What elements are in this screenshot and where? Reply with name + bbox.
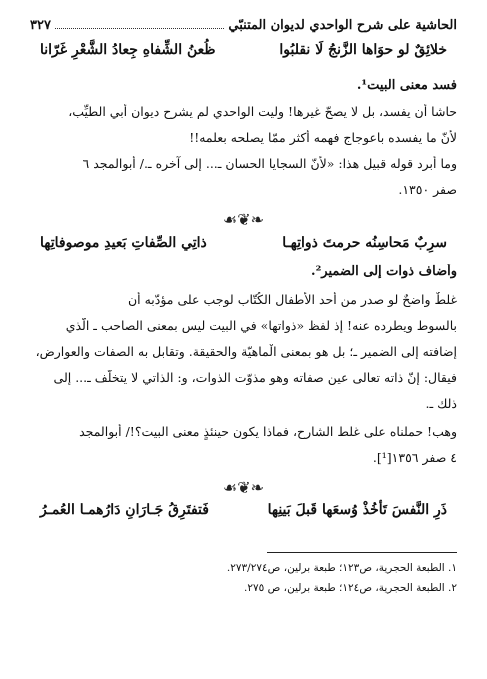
- text-line-12: وهب! حملناه على غلط الشارح، فماذا يكون حينئذٍ معنى البيت؟!/ أبوالمجد: [79, 424, 457, 439]
- text-line-4: وما أبرد قوله قبيل هذا: «لأنّ السجايا الحسان ـ... إلى آخره ـ./ أبوالمجد ٦: [82, 156, 457, 171]
- page-number: ٣٢٧: [30, 18, 51, 33]
- verse-2-hemistich-right: سرِبٌ مَحاسِنُه حرمتَ ذواتِهـا: [282, 235, 447, 251]
- text-line-10: فيقال: إنّ ذاته تعالى عين صفاته وهو مذوّت الذوات، و: الذاتي لا يتخلّف ـ... إلى: [53, 370, 457, 385]
- verse-1-hemistich-right: خلائِقٌ لو حوَاها الزَّنجُ لَا نقلبُوا: [279, 42, 447, 58]
- running-header: [30, 18, 457, 33]
- text-line-8: بالسوط ويطرده عنه! إذ لفظ «ذواتها» في البيت ليس بمعنى الصاحب ـ الّذي: [65, 318, 457, 333]
- text-line-7: غلطٌ واضحٌ لو صدر من أحد الأطفال الكُتّاب لوجب على مؤدّبه أن: [127, 292, 457, 307]
- verse-3: [40, 502, 447, 518]
- text-line-1: فسد معنى البيت¹.: [356, 78, 457, 93]
- footnote-separator: [267, 552, 457, 553]
- text-line-5: صفر ١٣٥٠.: [398, 182, 457, 197]
- text-line-13: ٤ صفر ١٣٥٦[¹].: [372, 450, 457, 465]
- verse-3-hemistich-right: ذَرِ النَّفسَ تَأخُذْ وُسعَها قَبلَ بَينِها: [267, 502, 447, 518]
- text-line-9: إضافته إلى الضمير ـ؛ بل هو بمعنى الْماهيّة والحقيقة. وتقابل به الصفات والعوارض،: [35, 344, 457, 359]
- verse-3-hemistich-left: فَتفتَرِقُ جَـارَانِ دَارُهمـا العُمـرُ: [40, 502, 209, 518]
- verse-2: [40, 235, 447, 251]
- text-line-3: لأنّ ما يفسده باعوجاج فهمه أكثر ممّا يصلحه بعلمه!!: [189, 130, 457, 145]
- text-line-6: وأضاف ذوات إلى الضمير².: [311, 264, 457, 279]
- verse-1: [40, 42, 447, 58]
- header-title: الحاشية على شرح الواحدي لديوان المتنبّي: [228, 18, 457, 33]
- footnote-1: ١. الطبعة الحجرية، ص١٢٣؛ طبعة برلين، ص٢٧٣/٢٧٤.: [226, 562, 457, 574]
- text-line-11: ذلك ـ.: [425, 396, 457, 411]
- section-ornament-2: ❧❦☙: [222, 478, 265, 497]
- text-line-2: حاشا أن يفسد، بل لا يصحّ غيرها! وليت الواحدي لم يشرح ديوان أبي الطيِّب،: [68, 104, 457, 119]
- verse-1-hemistich-left: ظُعنُ الشِّفاهِ جِعادُ الشَّعْرِ غَرّانا: [40, 42, 216, 58]
- footnote-2: ٢. الطبعة الحجرية، ص١٢٤؛ طبعة برلين، ص ٢٧٥.: [244, 582, 457, 594]
- verse-2-hemistich-left: ذاتِي الصِّفاتِ بَعيدِ موصوفاتِها: [40, 235, 207, 251]
- header-leader-dots: [55, 19, 224, 29]
- section-ornament-1: ❧❦☙: [222, 210, 265, 229]
